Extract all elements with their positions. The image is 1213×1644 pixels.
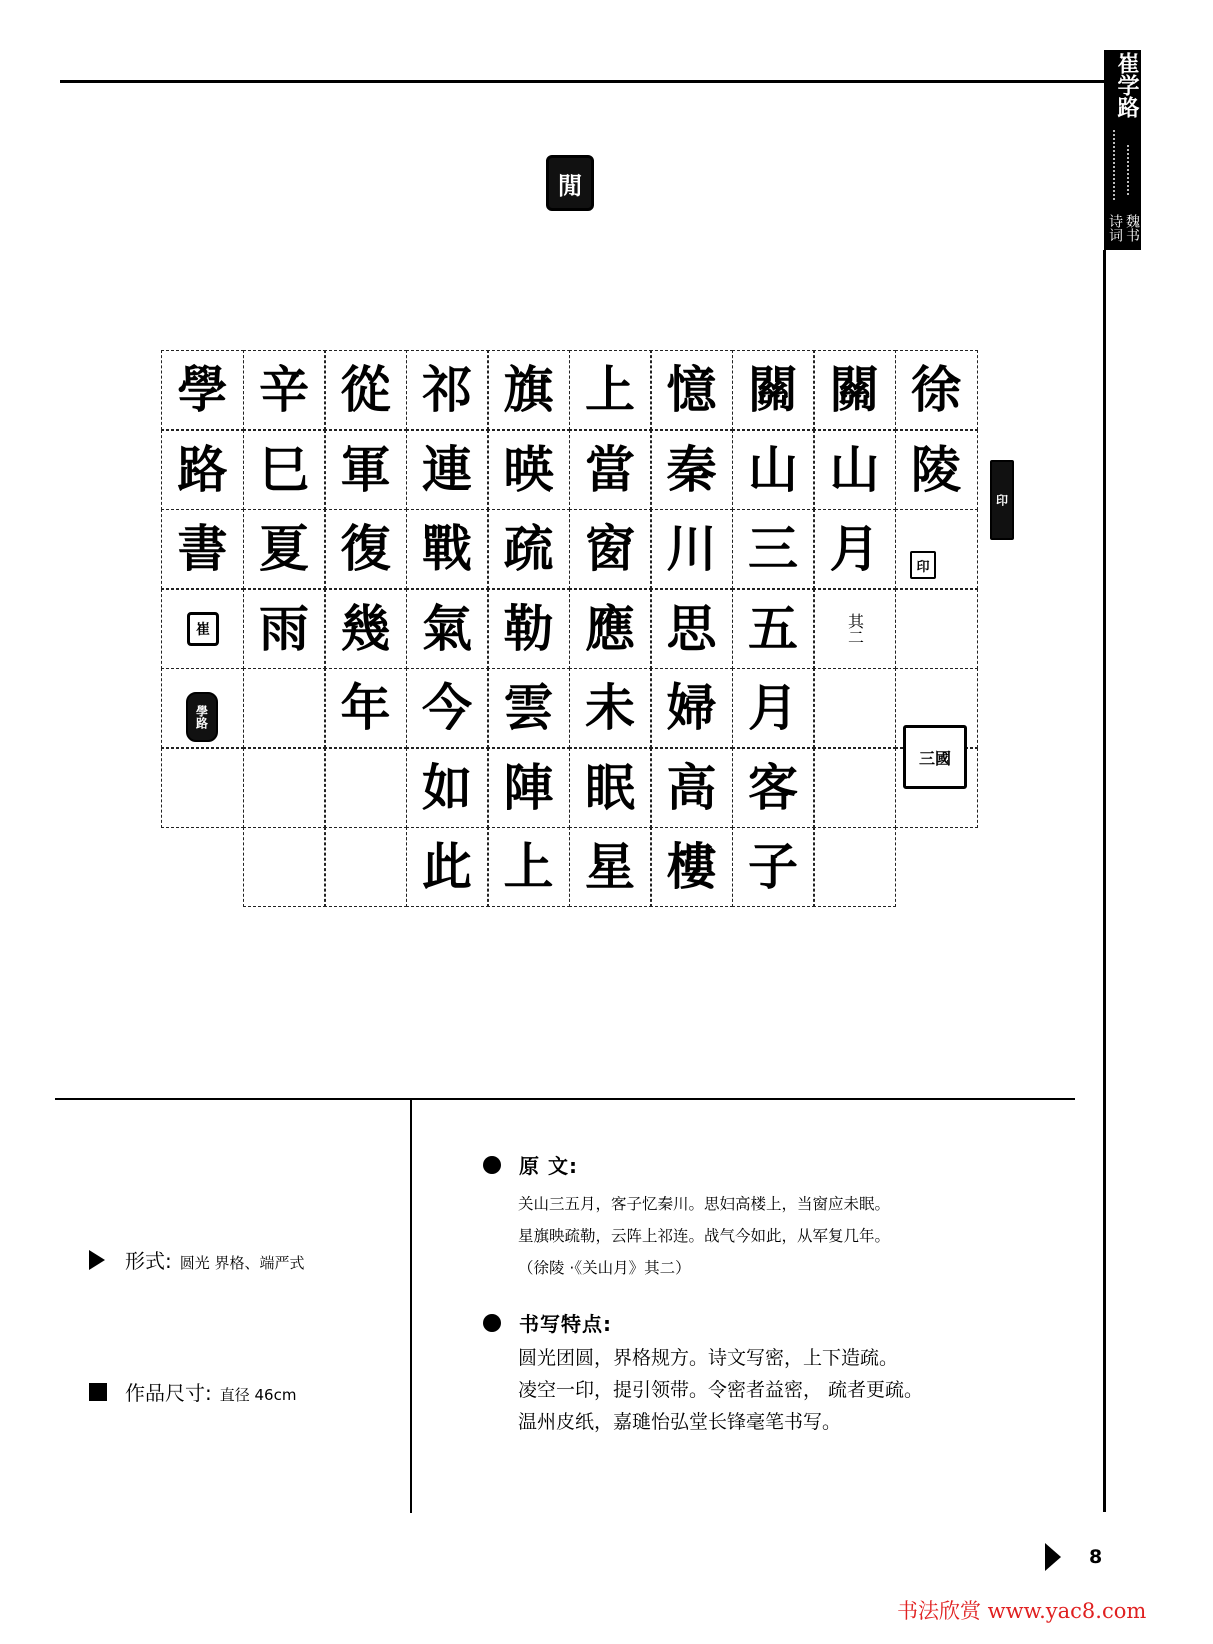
- dotted-decoration: [1127, 145, 1133, 195]
- grid-cell: 今: [406, 668, 489, 748]
- writing-features-title: 书写特点: [519, 1312, 603, 1336]
- right-rule: [1103, 250, 1106, 1512]
- grid-cell: 高: [650, 748, 733, 828]
- size-label: 作品尺寸: [125, 1381, 205, 1405]
- grid-cell: 巳: [243, 430, 326, 510]
- name-seal: [910, 551, 936, 579]
- sidebar-tab: [1104, 50, 1141, 250]
- size-value: 直径 46cm: [219, 1386, 297, 1404]
- grid-cell: 川: [650, 509, 733, 589]
- form-value: 圆光 界格、端严式: [179, 1254, 305, 1272]
- form-row: [89, 1245, 305, 1274]
- grid-cell: 眠: [569, 748, 652, 828]
- category-wei-script: 魏书: [1124, 214, 1140, 242]
- grid-cell: [813, 668, 896, 748]
- grid-cell: 當: [569, 430, 652, 510]
- grid-cell: 三: [732, 509, 815, 589]
- grid-cell: 暎: [487, 430, 570, 510]
- section-rule: [55, 1098, 1075, 1100]
- category-poetry: 诗词: [1107, 214, 1123, 242]
- grid-cell: 祁: [406, 350, 489, 430]
- seal-glyph: 學路: [194, 705, 209, 729]
- seal-glyph: 印: [916, 559, 930, 575]
- grid-cell: [895, 589, 978, 669]
- grid-cell: [324, 827, 407, 907]
- colophon-seal-1: [187, 612, 219, 646]
- square-bullet-icon: [89, 1383, 107, 1401]
- grid-cell: 窗: [569, 509, 652, 589]
- grid-cell: 月: [732, 668, 815, 748]
- author-name: 崔学路: [1114, 52, 1139, 118]
- writing-features-heading: [483, 1308, 612, 1337]
- original-text-body: [518, 1188, 890, 1284]
- poem-source: （徐陵 ·《关山月》其二）: [518, 1259, 691, 1277]
- colon: :: [603, 1312, 612, 1336]
- grid-cell: 上: [569, 350, 652, 430]
- grid-cell: 如: [406, 748, 489, 828]
- poem-line: 星旗映疏勒，云阵上祁连。战气今如此，从军复几年。: [518, 1227, 891, 1245]
- feature-line: 凌空一印，提引领带。令密者益密， 疏者更疏。: [518, 1379, 924, 1401]
- grid-cell: 山: [813, 430, 896, 510]
- grid-cell: 客: [732, 748, 815, 828]
- grid-cell: [243, 748, 326, 828]
- seal-glyph: 三國: [918, 748, 951, 768]
- grid-cell: 陣: [487, 748, 570, 828]
- grid-cell: 年: [324, 668, 407, 748]
- grid-cell: 憶: [650, 350, 733, 430]
- grid-cell: [243, 827, 326, 907]
- grid-cell: 旗: [487, 350, 570, 430]
- section-divider: [410, 1098, 412, 1513]
- grid-cell: 學: [161, 350, 244, 430]
- grid-cell: 其二: [813, 589, 896, 669]
- triangle-marker-icon: [1045, 1543, 1061, 1571]
- grid-cell: 應: [569, 589, 652, 669]
- circle-bullet-icon: [483, 1314, 501, 1332]
- header-rule: [60, 80, 1105, 83]
- colon: :: [205, 1381, 212, 1405]
- colon: :: [165, 1249, 172, 1273]
- colon: :: [568, 1154, 578, 1178]
- grid-cell: 月: [813, 509, 896, 589]
- grid-cell: 幾: [324, 589, 407, 669]
- side-seal-top: [990, 460, 1014, 540]
- size-row: [89, 1377, 296, 1406]
- original-text-heading: [483, 1150, 578, 1179]
- grid-cell: 婦: [650, 668, 733, 748]
- side-seal-bottom: [903, 725, 967, 789]
- grid-cell: 路: [161, 430, 244, 510]
- circle-bullet-icon: [483, 1156, 501, 1174]
- grid-cell: [813, 748, 896, 828]
- poem-line: 关山三五月，客子忆秦川。思妇高楼上，当窗应未眠。: [518, 1195, 891, 1213]
- grid-cell: 未: [569, 668, 652, 748]
- grid-cell: 陵: [895, 430, 978, 510]
- dotted-decoration: [1113, 130, 1119, 200]
- grid-cell: 戰: [406, 509, 489, 589]
- grid-cell: 秦: [650, 430, 733, 510]
- leading-seal: [546, 155, 594, 211]
- grid-cell: [813, 827, 896, 907]
- grid-cell: 復: [324, 509, 407, 589]
- original-text-title: 原 文: [519, 1154, 569, 1178]
- grid-cell: 雲: [487, 668, 570, 748]
- grid-cell: 連: [406, 430, 489, 510]
- feature-line: 圆光团圆，界格规方。诗文写密，上下造疏。: [518, 1347, 899, 1369]
- seal-glyph: 閒: [558, 170, 582, 200]
- grid-cell: [243, 668, 326, 748]
- form-label: 形式: [125, 1249, 165, 1273]
- grid-cell: 上: [487, 827, 570, 907]
- grid-cell: 此: [406, 827, 489, 907]
- writing-features-body: [518, 1342, 923, 1438]
- grid-cell: 子: [732, 827, 815, 907]
- colophon-seal-2: [186, 692, 218, 742]
- grid-cell: 星: [569, 827, 652, 907]
- grid-cell: 軍: [324, 430, 407, 510]
- grid-cell: 雨: [243, 589, 326, 669]
- grid-cell: 氣: [406, 589, 489, 669]
- page-indicator: [1045, 1543, 1102, 1571]
- page-number: 8: [1089, 1546, 1103, 1568]
- seal-glyph: 崔: [196, 622, 210, 638]
- grid-cell: 疏: [487, 509, 570, 589]
- grid-cell: 樓: [650, 827, 733, 907]
- grid-cell: 關: [813, 350, 896, 430]
- grid-cell: 辛: [243, 350, 326, 430]
- grid-cell: 從: [324, 350, 407, 430]
- grid-cell: 夏: [243, 509, 326, 589]
- triangle-bullet-icon: [89, 1250, 105, 1270]
- grid-cell: 思: [650, 589, 733, 669]
- feature-line: 温州皮纸，嘉璡怡弘堂长锋毫笔书写。: [518, 1411, 842, 1433]
- grid-cell: [324, 748, 407, 828]
- grid-cell: 徐: [895, 350, 978, 430]
- grid-cell: [895, 509, 978, 589]
- watermark: 书法欣赏 www.yac8.com: [897, 1599, 1147, 1623]
- grid-cell: 關: [732, 350, 815, 430]
- grid-cell: 五: [732, 589, 815, 669]
- seal-glyph: 印: [994, 494, 1009, 506]
- grid-cell: [161, 748, 244, 828]
- grid-cell: 書: [161, 509, 244, 589]
- grid-cell: 勒: [487, 589, 570, 669]
- grid-cell: 山: [732, 430, 815, 510]
